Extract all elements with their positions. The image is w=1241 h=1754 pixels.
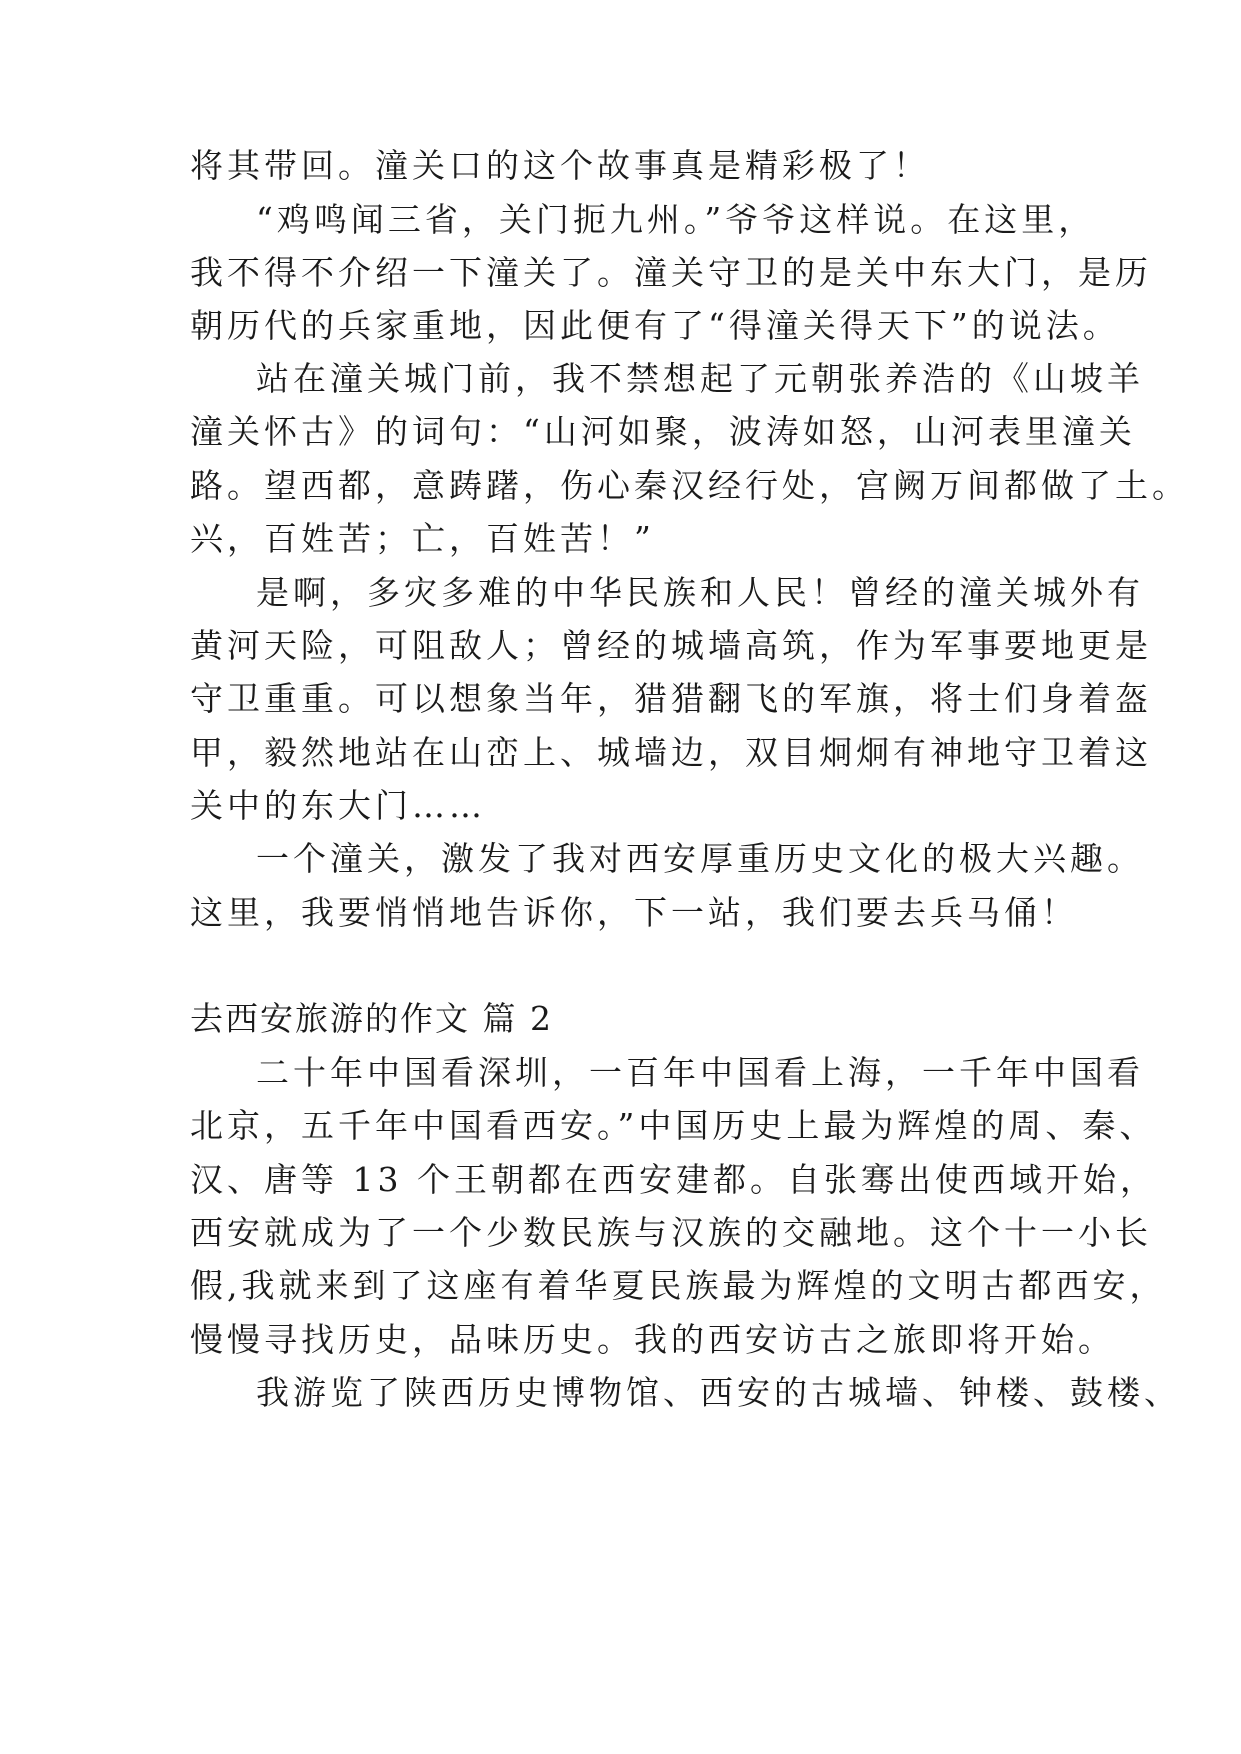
text-line: “鸡鸣闻三省，关门扼九州。”爷爷这样说。在这里， (256, 200, 1096, 239)
text-line: 假,我就来到了这座有着华夏民族最为辉煌的文明古都西安， (190, 1266, 1167, 1305)
text-line: 这里，我要悄悄地告诉你，下一站，我们要去兵马俑！ (190, 893, 1078, 932)
text-line: 甲，毅然地站在山峦上、城墙边，双目炯炯有神地守卫着这 (190, 733, 1152, 772)
text-line: 北京，五千年中国看西安。”中国历史上最为辉煌的周、秦、 (190, 1106, 1157, 1145)
text-line: 兴，百姓苦；亡，百姓苦！” (190, 519, 655, 558)
text-line: 站在潼关城门前，我不禁想起了元朝张养浩的《山坡羊 (256, 359, 1144, 398)
text-line: 黄河天险，可阻敌人；曾经的城墙高筑，作为军事要地更是 (190, 626, 1152, 665)
text-line: 西安就成为了一个少数民族与汉族的交融地。这个十一小长 (190, 1213, 1152, 1252)
text-line: 路。望西都，意踌躇，伤心秦汉经行处，宫阙万间都做了土。 (190, 466, 1189, 505)
text-line: 二十年中国看深圳，一百年中国看上海，一千年中国看 (256, 1053, 1144, 1092)
text-line: 将其带回。潼关口的这个故事真是精彩极了！ (190, 146, 930, 185)
text-line: 慢慢寻找历史，品味历史。我的西安访古之旅即将开始。 (190, 1320, 1115, 1359)
text-line: 守卫重重。可以想象当年，猎猎翻飞的军旗，将士们身着盔 (190, 679, 1152, 718)
text-line: 潼关怀古》的词句：“山河如聚，波涛如怒，山河表里潼关 (190, 412, 1136, 451)
text-line: 关中的东大门…… (190, 786, 486, 825)
text-line: 我不得不介绍一下潼关了。潼关守卫的是关中东大门，是历 (190, 253, 1152, 292)
text-line: 汉、唐等 13 个王朝都在西安建都。自张骞出使西域开始， (190, 1160, 1157, 1199)
section-heading: 去西安旅游的作文 篇 2 (190, 999, 553, 1038)
text-line: 一个潼关，激发了我对西安厚重历史文化的极大兴趣。 (256, 839, 1144, 878)
text-line: 是啊，多灾多难的中华民族和人民！曾经的潼关城外有 (256, 573, 1144, 612)
text-line: 我游览了陕西历史博物馆、西安的古城墙、钟楼、鼓楼、 (256, 1373, 1181, 1412)
text-line: 朝历代的兵家重地，因此便有了“得潼关得天下”的说法。 (190, 306, 1120, 345)
